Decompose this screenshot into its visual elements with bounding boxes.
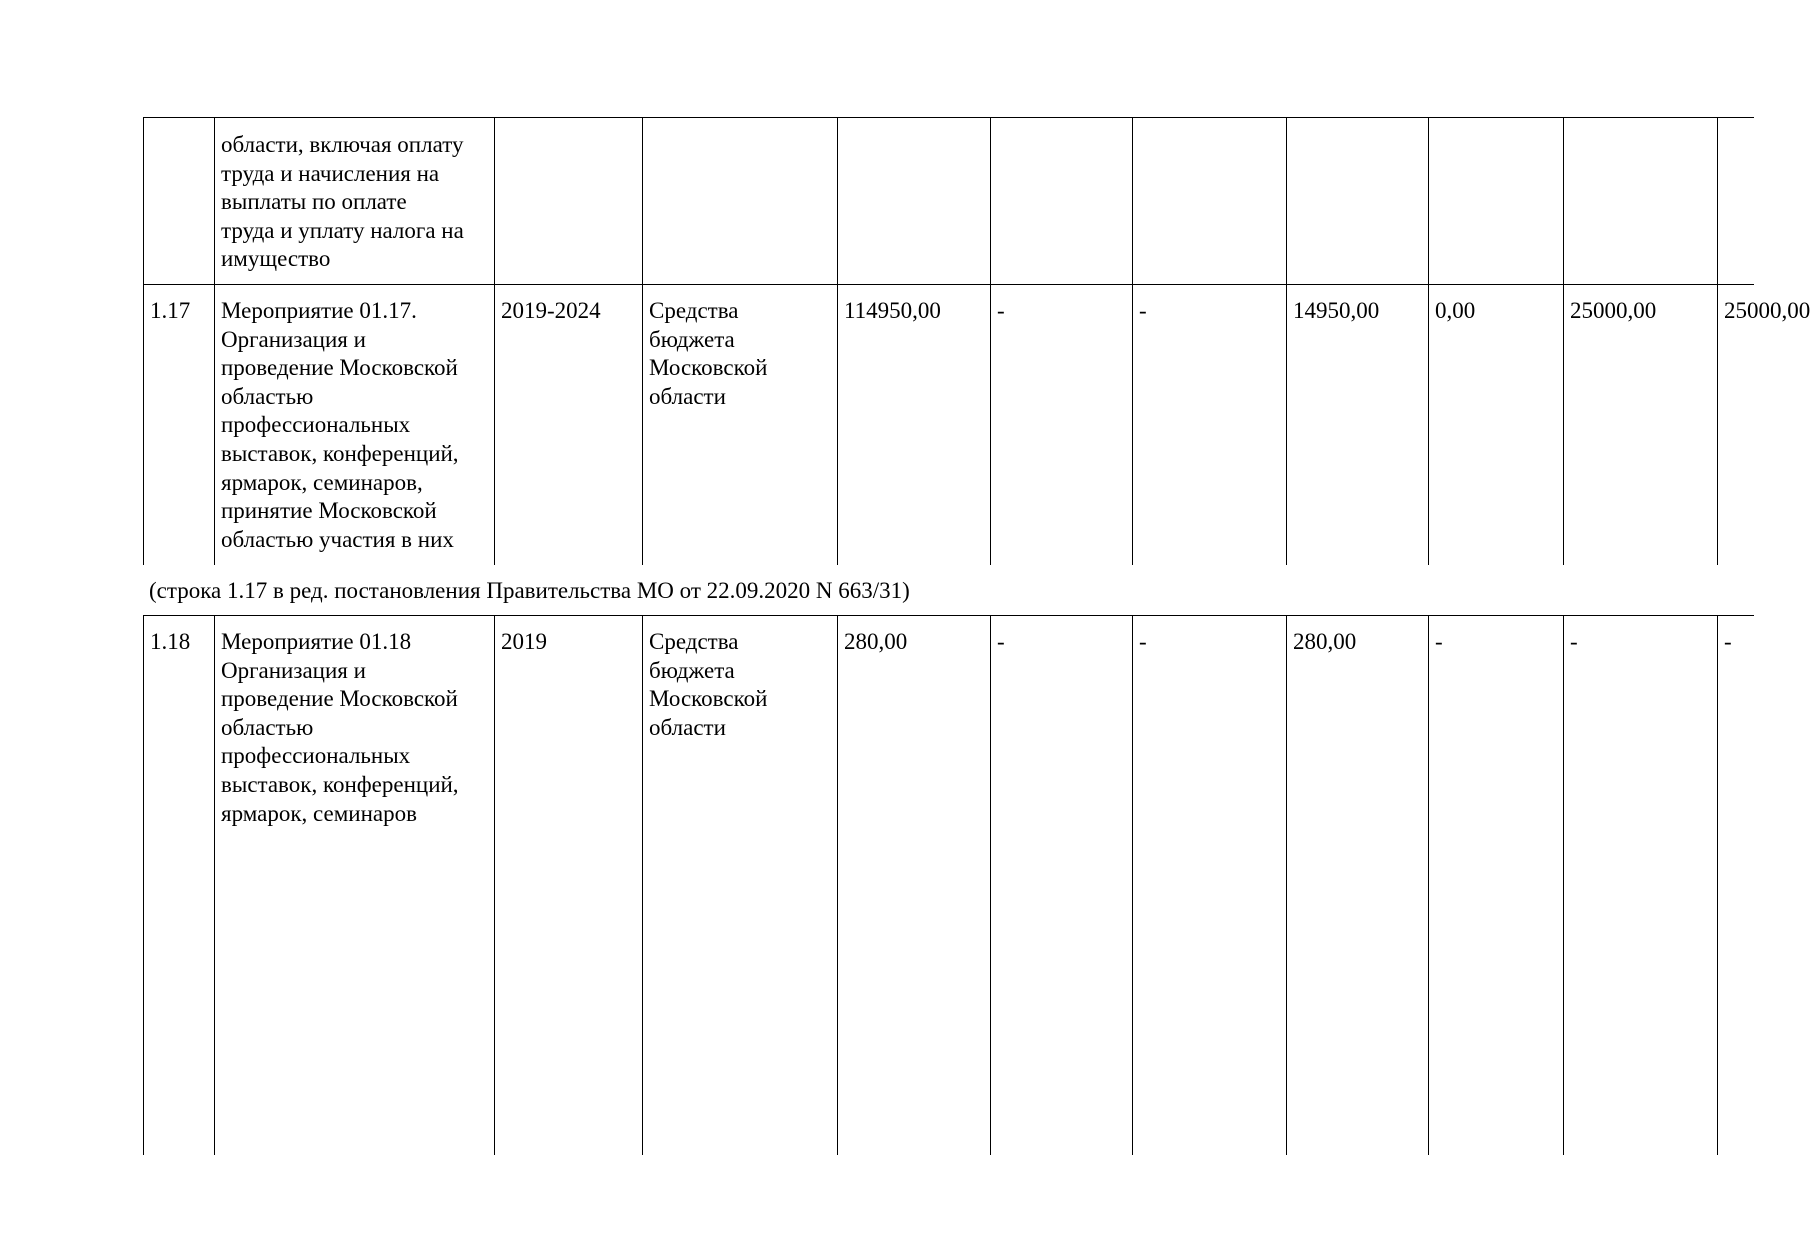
name-line: профессиональных (221, 743, 411, 769)
row-117-2024: 25000,00 (1724, 298, 1810, 323)
name-line: Мероприятие 01.17. (221, 298, 417, 323)
row-118-name (221, 628, 459, 828)
name-line: ярмарок, семинаров, (221, 469, 423, 495)
column-border (1717, 615, 1718, 1155)
name-line: выставок, конференций, (221, 771, 459, 797)
source-line: области (649, 714, 726, 740)
column-border (990, 117, 991, 565)
column-border (1563, 615, 1564, 1155)
column-border (1286, 117, 1287, 565)
row-117-2022: 0,00 (1435, 298, 1476, 323)
row-117-period: 2019-2024 (501, 298, 601, 323)
table-top-border (143, 117, 1754, 118)
column-border (642, 117, 643, 565)
row-117-2021: 14950,00 (1293, 298, 1380, 323)
name-line: принятие Московской (221, 498, 437, 524)
row-117-amendment-note: (строка 1.17 в ред. постановления Правительства МО от 22.09.2020 N 663/31) (149, 578, 910, 603)
row-118-2020: - (1139, 629, 1147, 654)
column-border (1563, 117, 1564, 565)
row-117-2019: - (997, 298, 1005, 323)
column-border (837, 117, 838, 565)
column-border (214, 117, 215, 565)
name-line: областью (221, 714, 314, 740)
row-118-2024: - (1724, 629, 1732, 654)
column-border (143, 615, 144, 1155)
name-line: областью (221, 383, 314, 409)
column-border (1428, 117, 1429, 565)
row-117-total: 114950,00 (844, 298, 941, 323)
source-line: Средства (649, 629, 739, 654)
name-line: ярмарок, семинаров (221, 800, 417, 826)
row-118-period: 2019 (501, 629, 547, 654)
column-border (494, 117, 495, 565)
column-border (1286, 615, 1287, 1155)
row-118-total: 280,00 (844, 629, 908, 654)
column-border (1132, 615, 1133, 1155)
row-118-2022: - (1435, 629, 1443, 654)
column-border (837, 615, 838, 1155)
row-118-2019: - (997, 629, 1005, 654)
name-line: Организация и (221, 326, 366, 352)
column-border (1132, 117, 1133, 565)
name-line: выставок, конференций, (221, 440, 459, 466)
name-line: труда и начисления на (221, 160, 440, 186)
row-117-number: 1.17 (150, 298, 191, 323)
column-border (1428, 615, 1429, 1155)
source-line: области (649, 383, 726, 409)
name-line: Организация и (221, 657, 366, 683)
row-118-source (649, 628, 767, 742)
continued-row-name (221, 131, 464, 274)
name-line: Мероприятие 01.18 (221, 629, 412, 654)
source-line: бюджета (649, 657, 735, 683)
name-line: выплаты по оплате (221, 189, 407, 215)
row-118-2023: - (1570, 629, 1578, 654)
column-border (1717, 117, 1718, 565)
column-border (990, 615, 991, 1155)
name-line: области, включая оплату (221, 132, 464, 157)
source-line: Московской (649, 686, 768, 712)
name-line: областью участия в них (221, 526, 454, 552)
name-line: труда и уплату налога на (221, 217, 464, 243)
column-border (642, 615, 643, 1155)
row-117-2020: - (1139, 298, 1147, 323)
name-line: проведение Московской (221, 355, 458, 381)
row-118-number: 1.18 (150, 629, 191, 654)
row-117-source (649, 297, 767, 411)
name-line: имущество (221, 246, 331, 272)
row-divider (143, 615, 1754, 616)
column-border (494, 615, 495, 1155)
source-line: Московской (649, 355, 768, 381)
source-line: Средства (649, 298, 739, 323)
column-border (214, 615, 215, 1155)
row-117-name (221, 297, 459, 554)
row-118-2021: 280,00 (1293, 629, 1357, 654)
row-117-2023: 25000,00 (1570, 298, 1657, 323)
row-divider (143, 284, 1754, 285)
source-line: бюджета (649, 326, 735, 352)
name-line: проведение Московской (221, 686, 458, 712)
name-line: профессиональных (221, 412, 411, 438)
column-border (143, 117, 144, 565)
